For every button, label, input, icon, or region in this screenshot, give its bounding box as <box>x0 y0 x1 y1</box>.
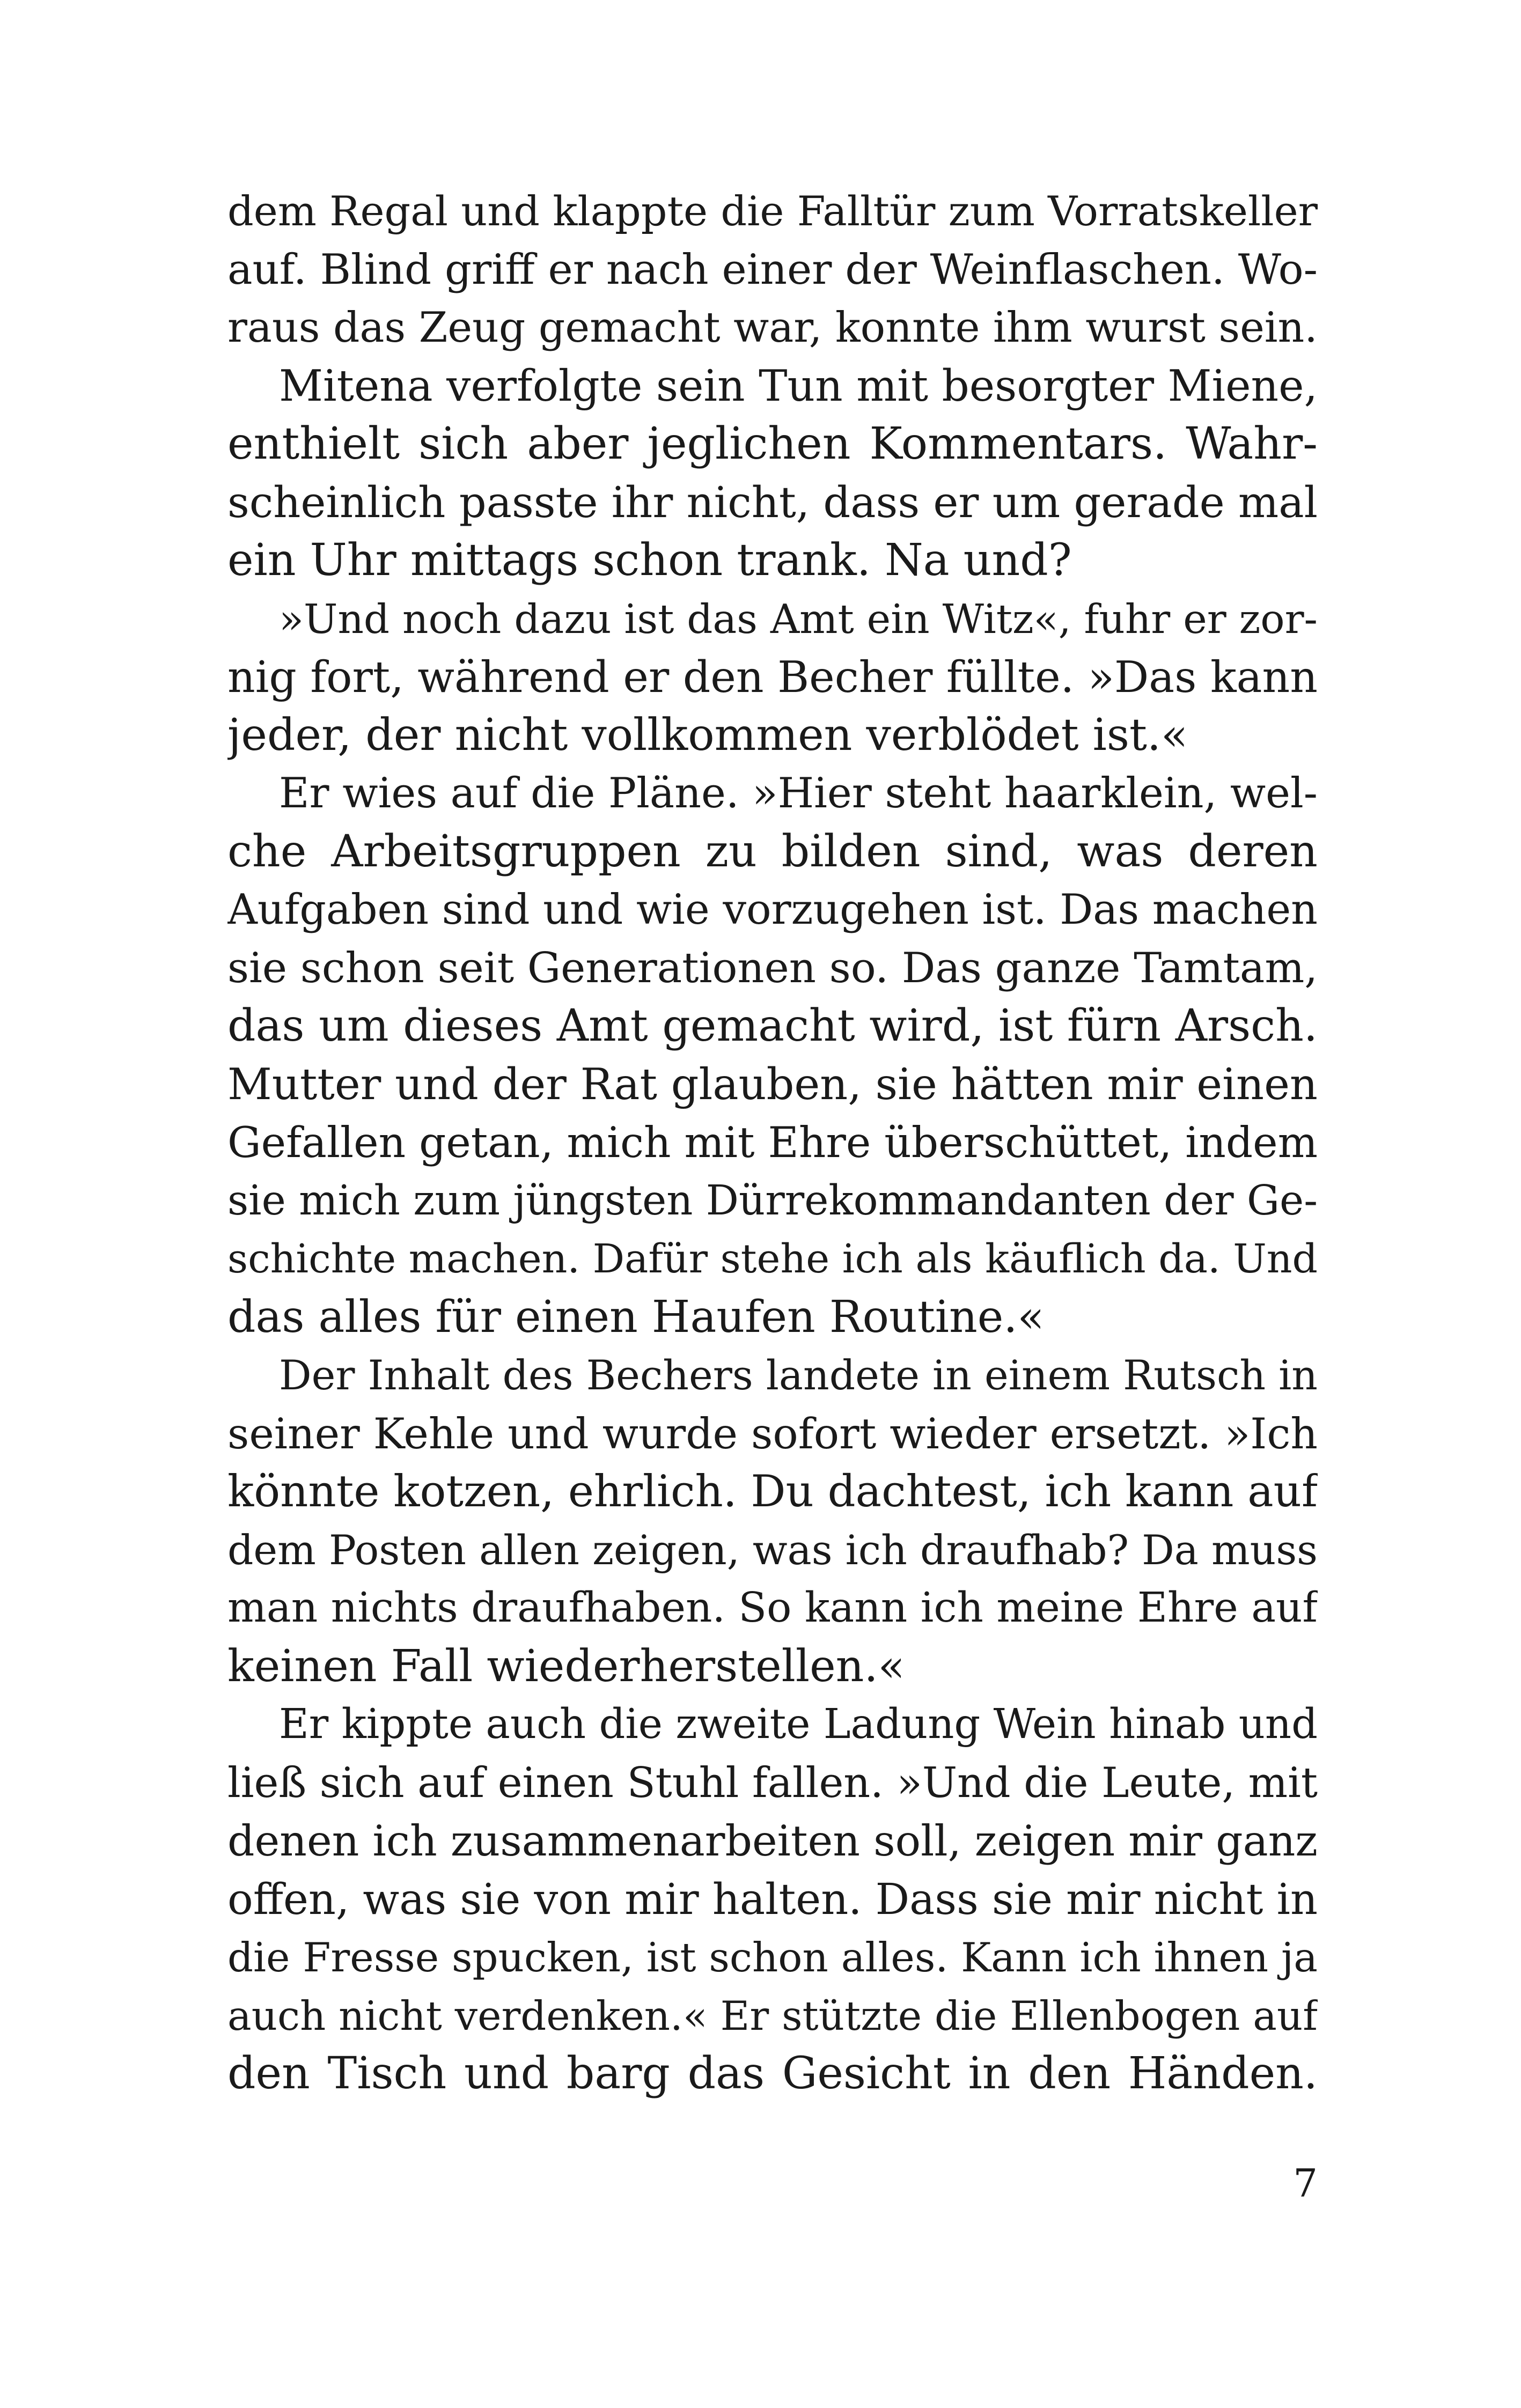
text-line: che Arbeitsgruppen zu bilden sind, was deren <box>227 826 1318 877</box>
text-line: den Tisch und barg das Gesicht in den Händen. <box>227 2048 1318 2099</box>
text-line: seiner Kehle und wurde sofort wieder ersetzt. »Ich <box>227 1409 1318 1459</box>
text-line: die Fresse spucken, ist schon alles. Kann ich ihnen ja <box>227 1934 1318 1981</box>
text-line: offen, was sie von mir halten. Dass sie mir nicht in <box>227 1874 1318 1924</box>
text-line: man nichts draufhaben. So kann ich meine Ehre auf <box>227 1584 1318 1632</box>
text-line: enthielt sich aber jeglichen Kommentars. Wahr- <box>227 418 1318 469</box>
text-line: auf. Blind griff er nach einer der Weinflaschen. Wo- <box>227 245 1318 294</box>
page-number: 7 <box>1293 2161 1318 2206</box>
text-line: Mutter und der Rat glauben, sie hätten mir einen <box>227 1059 1318 1110</box>
text-line: sie mich zum jüngsten Dürrekommandanten der Ge- <box>227 1176 1318 1225</box>
text-line: das alles für einen Haufen Routine.« <box>227 1291 1045 1343</box>
text-line: scheinlich passte ihr nicht, dass er um gerade mal <box>227 477 1318 527</box>
text-line: schichte machen. Dafür stehe ich als käuflich da. Und <box>227 1236 1318 1282</box>
text-line: dem Posten allen zeigen, was ich draufhab? Da muss <box>227 1526 1318 1574</box>
text-line: keinen Fall wiederherstellen.« <box>227 1640 905 1692</box>
text-line: ließ sich auf einen Stuhl fallen. »Und die Leute, mit <box>227 1758 1318 1807</box>
body-text <box>227 182 1318 2103</box>
text-line: Der Inhalt des Bechers landete in einem Rutsch in <box>279 1352 1318 1399</box>
text-line: »Und noch dazu ist das Amt ein Witz«, fuhr er zor- <box>279 595 1318 643</box>
text-line: könnte kotzen, ehrlich. Du dachtest, ich kann auf <box>227 1467 1318 1517</box>
text-line: Er wies auf die Pläne. »Hier steht haarklein, wel- <box>279 769 1318 818</box>
text-line: Aufgaben sind und wie vorzugehen ist. Das machen <box>227 886 1318 934</box>
text-line: Gefallen getan, mich mit Ehre überschüttet, indem <box>227 1118 1318 1167</box>
text-line: ein Uhr mittags schon trank. Na und? <box>227 535 1072 586</box>
text-line: raus das Zeug gemacht war, konnte ihm wurst sein. <box>227 304 1318 352</box>
text-line: auch nicht verdenken.« Er stützte die Ellenbogen auf <box>227 1992 1318 2039</box>
text-line: jeder, der nicht vollkommen verblödet ist.« <box>227 709 1188 761</box>
text-line: Mitena verfolgte sein Tun mit besorgter Miene, <box>279 360 1318 411</box>
text-line: das um dieses Amt gemacht wird, ist fürn Arsch. <box>227 1000 1318 1051</box>
text-line: denen ich zusammenarbeiten soll, zeigen mir ganz <box>227 1816 1318 1866</box>
text-line: sie schon seit Generationen so. Das ganze Tamtam, <box>227 944 1318 992</box>
text-line: dem Regal und klappte die Falltür zum Vorratskeller <box>227 187 1318 235</box>
text-line: Er kippte auch die zweite Ladung Wein hinab und <box>279 1700 1318 1748</box>
text-line: nig fort, während er den Becher füllte. »Das kann <box>227 652 1318 702</box>
